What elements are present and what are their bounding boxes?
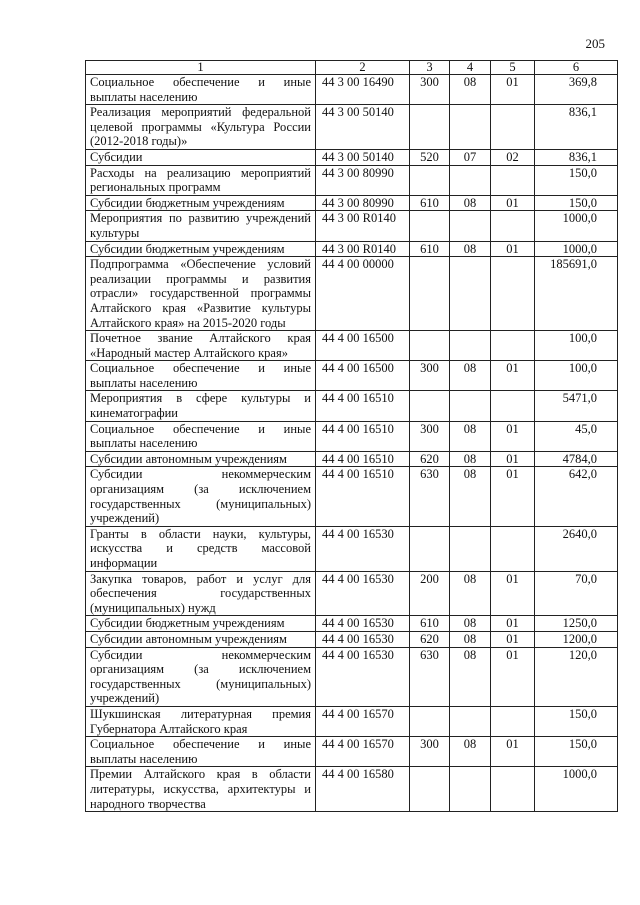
- item-name-cell: Субсидии некоммерческим организациям (за исключением государственных (муниципальных) учреждений): [86, 647, 316, 706]
- section-cell: 08: [450, 75, 491, 105]
- table-row: [86, 421, 618, 451]
- subsection-cell: 01: [491, 195, 535, 211]
- table-row: [86, 706, 618, 736]
- subsection-cell: [491, 165, 535, 195]
- table-row: [86, 331, 618, 361]
- expense-type-cell: 300: [410, 75, 450, 105]
- item-name-cell: Реализация мероприятий федеральной целевой программы «Культура России (2012-2018 годы)»: [86, 105, 316, 150]
- section-cell: [450, 706, 491, 736]
- expense-type-cell: 610: [410, 616, 450, 632]
- amount-cell: 4784,0: [535, 451, 618, 467]
- expense-type-cell: [410, 391, 450, 421]
- table-row: [86, 241, 618, 257]
- expense-type-cell: [410, 211, 450, 241]
- amount-cell: 836,1: [535, 105, 618, 150]
- expense-type-cell: [410, 165, 450, 195]
- item-name-cell: Гранты в области науки, культуры, искусства и средств массовой информации: [86, 526, 316, 571]
- amount-cell: 2640,0: [535, 526, 618, 571]
- table-row: [86, 211, 618, 241]
- target-code-cell: 44 3 00 50140: [316, 105, 410, 150]
- target-code-cell: 44 4 00 00000: [316, 257, 410, 331]
- target-code-cell: 44 3 00 80990: [316, 195, 410, 211]
- section-cell: [450, 165, 491, 195]
- subsection-cell: [491, 767, 535, 812]
- amount-cell: 369,8: [535, 75, 618, 105]
- column-header-2: 2: [316, 61, 410, 75]
- target-code-cell: 44 4 00 16530: [316, 526, 410, 571]
- amount-cell: 150,0: [535, 195, 618, 211]
- item-name-cell: Субсидии бюджетным учреждениям: [86, 241, 316, 257]
- column-header-4: 4: [450, 61, 491, 75]
- column-header-3: 3: [410, 61, 450, 75]
- amount-cell: 100,0: [535, 331, 618, 361]
- item-name-cell: Субсидии автономным учреждениям: [86, 631, 316, 647]
- table-row: [86, 105, 618, 150]
- expense-type-cell: 630: [410, 647, 450, 706]
- section-cell: 08: [450, 451, 491, 467]
- target-code-cell: 44 4 00 16530: [316, 616, 410, 632]
- table-row: [86, 737, 618, 767]
- section-cell: 08: [450, 571, 491, 616]
- expense-type-cell: 610: [410, 195, 450, 211]
- item-name-cell: Шукшинская литературная премия Губернатора Алтайского края: [86, 706, 316, 736]
- target-code-cell: 44 4 00 16500: [316, 331, 410, 361]
- expense-type-cell: [410, 257, 450, 331]
- section-cell: 08: [450, 421, 491, 451]
- amount-cell: 1000,0: [535, 767, 618, 812]
- subsection-cell: 01: [491, 737, 535, 767]
- target-code-cell: 44 4 00 16510: [316, 421, 410, 451]
- subsection-cell: [491, 257, 535, 331]
- amount-cell: 150,0: [535, 706, 618, 736]
- expense-type-cell: 620: [410, 451, 450, 467]
- subsection-cell: 02: [491, 149, 535, 165]
- item-name-cell: Закупка товаров, работ и услуг для обеспечения государственных (муниципальных) нужд: [86, 571, 316, 616]
- subsection-cell: 01: [491, 631, 535, 647]
- amount-cell: 5471,0: [535, 391, 618, 421]
- item-name-cell: Социальное обеспечение и иные выплаты населению: [86, 421, 316, 451]
- item-name-cell: Субсидии автономным учреждениям: [86, 451, 316, 467]
- amount-cell: 1000,0: [535, 211, 618, 241]
- amount-cell: 70,0: [535, 571, 618, 616]
- amount-cell: 150,0: [535, 737, 618, 767]
- section-cell: 08: [450, 647, 491, 706]
- expense-type-cell: [410, 105, 450, 150]
- table-row: [86, 391, 618, 421]
- section-cell: 08: [450, 361, 491, 391]
- expense-type-cell: [410, 706, 450, 736]
- column-header-6: 6: [535, 61, 618, 75]
- subsection-cell: [491, 526, 535, 571]
- subsection-cell: 01: [491, 451, 535, 467]
- section-cell: 08: [450, 631, 491, 647]
- table-body: [86, 75, 618, 812]
- table-row: [86, 631, 618, 647]
- item-name-cell: Почетное звание Алтайского края «Народный мастер Алтайского края»: [86, 331, 316, 361]
- target-code-cell: 44 4 00 16530: [316, 571, 410, 616]
- table-row: [86, 451, 618, 467]
- target-code-cell: 44 4 00 16510: [316, 391, 410, 421]
- section-cell: 08: [450, 737, 491, 767]
- table-row: [86, 149, 618, 165]
- section-cell: [450, 331, 491, 361]
- target-code-cell: 44 4 00 16530: [316, 631, 410, 647]
- target-code-cell: 44 4 00 16530: [316, 647, 410, 706]
- target-code-cell: 44 4 00 16580: [316, 767, 410, 812]
- amount-cell: 185691,0: [535, 257, 618, 331]
- target-code-cell: 44 4 00 16510: [316, 467, 410, 526]
- amount-cell: 836,1: [535, 149, 618, 165]
- target-code-cell: 44 4 00 16510: [316, 451, 410, 467]
- section-cell: [450, 526, 491, 571]
- target-code-cell: 44 3 00 R0140: [316, 211, 410, 241]
- subsection-cell: [491, 331, 535, 361]
- item-name-cell: Мероприятия по развитию учреждений культуры: [86, 211, 316, 241]
- item-name-cell: Подпрограмма «Обеспечение условий реализации программы и развития отрасли» государственной программы Алтайского края «Развитие культуры Алтайского края» на 2015-2020 годы: [86, 257, 316, 331]
- item-name-cell: Расходы на реализацию мероприятий региональных программ: [86, 165, 316, 195]
- amount-cell: 1250,0: [535, 616, 618, 632]
- amount-cell: 45,0: [535, 421, 618, 451]
- item-name-cell: Субсидии: [86, 149, 316, 165]
- expense-type-cell: 300: [410, 737, 450, 767]
- table-row: [86, 361, 618, 391]
- subsection-cell: [491, 706, 535, 736]
- column-header-1: 1: [86, 61, 316, 75]
- expense-type-cell: 300: [410, 361, 450, 391]
- table-row: [86, 75, 618, 105]
- section-cell: 07: [450, 149, 491, 165]
- section-cell: [450, 211, 491, 241]
- amount-cell: 120,0: [535, 647, 618, 706]
- expense-type-cell: 620: [410, 631, 450, 647]
- section-cell: [450, 391, 491, 421]
- table-row: [86, 647, 618, 706]
- subsection-cell: 01: [491, 241, 535, 257]
- item-name-cell: Премии Алтайского края в области литературы, искусства, архитектуры и народного творчества: [86, 767, 316, 812]
- section-cell: 08: [450, 467, 491, 526]
- table-row: [86, 257, 618, 331]
- header-row: [86, 61, 618, 75]
- subsection-cell: [491, 211, 535, 241]
- item-name-cell: Субсидии некоммерческим организациям (за исключением государственных (муниципальных) учреждений): [86, 467, 316, 526]
- table-row: [86, 165, 618, 195]
- amount-cell: 100,0: [535, 361, 618, 391]
- subsection-cell: 01: [491, 571, 535, 616]
- target-code-cell: 44 3 00 R0140: [316, 241, 410, 257]
- subsection-cell: 01: [491, 616, 535, 632]
- item-name-cell: Социальное обеспечение и иные выплаты населению: [86, 361, 316, 391]
- table-row: [86, 616, 618, 632]
- amount-cell: 1000,0: [535, 241, 618, 257]
- section-cell: 08: [450, 241, 491, 257]
- column-header-5: 5: [491, 61, 535, 75]
- expense-type-cell: [410, 767, 450, 812]
- table-row: [86, 767, 618, 812]
- section-cell: 08: [450, 616, 491, 632]
- item-name-cell: Субсидии бюджетным учреждениям: [86, 195, 316, 211]
- subsection-cell: [491, 391, 535, 421]
- budget-table: [85, 60, 618, 812]
- table-row: [86, 195, 618, 211]
- target-code-cell: 44 3 00 80990: [316, 165, 410, 195]
- table-row: [86, 467, 618, 526]
- subsection-cell: 01: [491, 647, 535, 706]
- target-code-cell: 44 3 00 50140: [316, 149, 410, 165]
- table-row: [86, 571, 618, 616]
- item-name-cell: Социальное обеспечение и иные выплаты населению: [86, 737, 316, 767]
- amount-cell: 642,0: [535, 467, 618, 526]
- section-cell: [450, 257, 491, 331]
- subsection-cell: 01: [491, 467, 535, 526]
- target-code-cell: 44 4 00 16570: [316, 737, 410, 767]
- amount-cell: 1200,0: [535, 631, 618, 647]
- target-code-cell: 44 4 00 16500: [316, 361, 410, 391]
- expense-type-cell: [410, 331, 450, 361]
- item-name-cell: Социальное обеспечение и иные выплаты населению: [86, 75, 316, 105]
- section-cell: [450, 767, 491, 812]
- expense-type-cell: 300: [410, 421, 450, 451]
- expense-type-cell: 610: [410, 241, 450, 257]
- expense-type-cell: [410, 526, 450, 571]
- amount-cell: 150,0: [535, 165, 618, 195]
- expense-type-cell: 630: [410, 467, 450, 526]
- target-code-cell: 44 4 00 16570: [316, 706, 410, 736]
- subsection-cell: 01: [491, 421, 535, 451]
- item-name-cell: Мероприятия в сфере культуры и кинематографии: [86, 391, 316, 421]
- subsection-cell: 01: [491, 75, 535, 105]
- page-number: 205: [585, 36, 605, 51]
- target-code-cell: 44 3 00 16490: [316, 75, 410, 105]
- subsection-cell: [491, 105, 535, 150]
- section-cell: 08: [450, 195, 491, 211]
- item-name-cell: Субсидии бюджетным учреждениям: [86, 616, 316, 632]
- table-row: [86, 526, 618, 571]
- subsection-cell: 01: [491, 361, 535, 391]
- section-cell: [450, 105, 491, 150]
- expense-type-cell: 200: [410, 571, 450, 616]
- expense-type-cell: 520: [410, 149, 450, 165]
